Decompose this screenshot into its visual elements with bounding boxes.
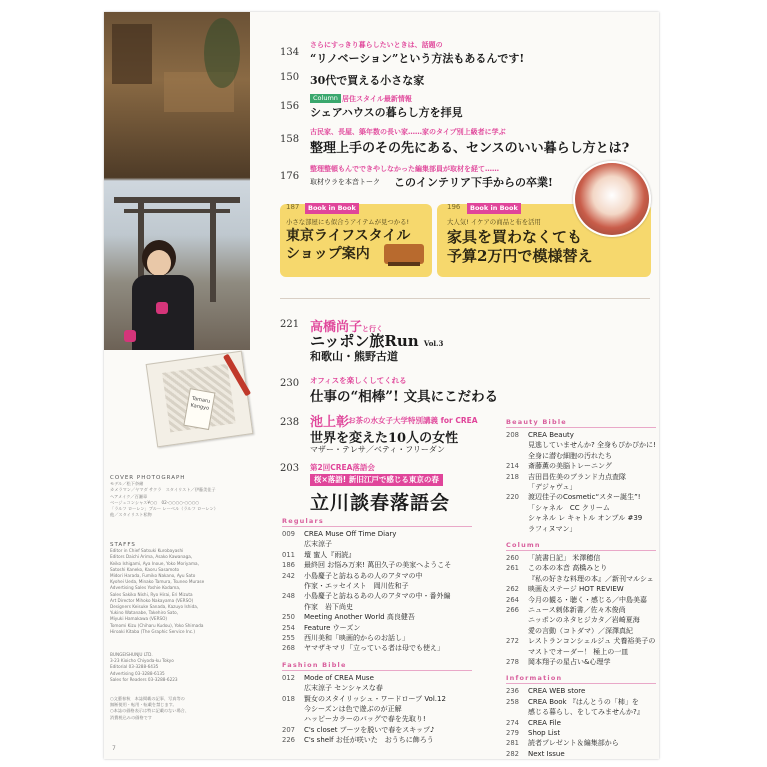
notice-line: ○本誌の価格表示は特に記載のない場合、 [110, 708, 190, 714]
publisher-line: Sales for Readers 03-3288-6223 [110, 676, 178, 682]
toc-num-230: 230 [280, 378, 300, 389]
fashion-item[interactable]: C's shelf お任が咲いた おうちに飾ろう [304, 736, 434, 745]
toc-221-sub: 和歌山・熊野古道 [310, 350, 398, 363]
publisher-info [110, 652, 238, 683]
fashion-num: 207 [282, 725, 295, 734]
regulars-item[interactable]: 西川美和「映画的からのお話し」 [304, 634, 409, 642]
regulars-num: 248 [282, 592, 295, 601]
fashion-item[interactable]: Mode of CREA Muse [304, 673, 374, 682]
regulars-num: 242 [282, 571, 295, 580]
toc-238-name: 池上彰 [310, 415, 350, 430]
gift-tag: Tamaru Kangyo [183, 388, 215, 430]
regulars-item[interactable]: 小島慶子と訪ねるあの人のアタマの中 [304, 571, 423, 580]
room-photo [573, 161, 651, 237]
bib2-kicker: 大人気! イケアの商品と布を活用 [447, 218, 541, 226]
toc-158-title[interactable]: 整理上手のその先にある、センスのいい暮らし方とは? [310, 141, 630, 156]
fashion-item[interactable]: 今シーズンは色で遊ぶのが正解 [304, 705, 402, 713]
cover-credit-line: 「ラルフ ローレン」ブルー レーベル（ラルフ ローレン） [110, 506, 218, 512]
cover-photo [104, 12, 250, 350]
toc-176-pre: 取材ウラを本音トーク [310, 178, 380, 186]
column-num: 260 [506, 554, 519, 562]
bib1-title-1: 東京ライフスタイル [286, 228, 411, 244]
regulars-item[interactable]: CREA Muse Off Time Diary [304, 530, 397, 538]
page-number: 7 [112, 745, 116, 752]
information-label: Information [506, 674, 563, 683]
bib1-tag: Book in Book [305, 203, 359, 214]
information-item[interactable]: CREA File [528, 718, 561, 727]
toc-158-kicker: 古民家、長屋、築年数の長い家……家のタイプ別上級者に学ぶ [310, 128, 506, 136]
beauty-item[interactable]: シャネル レ キャトル オンブル #39 [528, 514, 643, 523]
regulars-num: 250 [282, 613, 295, 622]
gift-box-image [146, 351, 254, 448]
beauty-num: 220 [506, 493, 519, 502]
regulars-num: 268 [282, 644, 295, 653]
publisher-line: BUNGEISHUNJU LTD. [110, 652, 153, 657]
staff-line: Tomomi Kizu (Chiharu Kudou), Yoko Shimada [110, 622, 204, 628]
column-num: 261 [506, 564, 519, 573]
regulars-num: 011 [282, 550, 295, 559]
fashion-num: 226 [282, 736, 295, 745]
publisher-line: Advertising 03-3288-6135 [110, 670, 165, 676]
toc-238-title[interactable]: 世界を変えた10人の女性 [310, 431, 459, 446]
column-label: Column [310, 94, 341, 103]
column-num: 264 [506, 595, 519, 604]
bib2-title-2: 予算2万円で模様替え [447, 247, 593, 265]
staff-line: Satoshi Kaneko, Kaoru Sasamoto [110, 566, 180, 572]
column-item[interactable]: 愛の言動（コトダマ）／深澤真紀 [528, 626, 633, 635]
bib2-title-1: 家具を買わなくても [447, 228, 583, 246]
column-num: 272 [506, 637, 519, 646]
beauty-item[interactable]: CREA Beauty [528, 431, 574, 439]
staffs-title: STAFFS [110, 542, 136, 548]
regulars-item[interactable]: ヤマザキマリ「立っている者は母でも使え」 [304, 644, 444, 653]
information-item[interactable]: 感じる暮らし、をしてみませんか?』 [528, 708, 644, 717]
information-num: 258 [506, 697, 519, 706]
information-item[interactable]: CREA Book 『はんとうの「柿」を [528, 697, 639, 706]
column-num: 266 [506, 606, 519, 614]
toc-230-kicker: オフィスを楽しくしてくれる [310, 376, 407, 385]
column-item[interactable]: この本の本音 高橋みとり [528, 564, 608, 573]
toc-203-kicker: 第2回CREA落語会 [310, 463, 375, 472]
toc-221-title[interactable]: ニッポン旅Run Vol.3 [310, 332, 444, 350]
beauty-label: Beauty Bible [506, 418, 567, 426]
bib1-kicker: 小さな部屋にも似合うアイテムが見つかる! [286, 218, 410, 226]
information-num: 282 [506, 749, 519, 758]
column-item[interactable]: 『私の好きな料理の本』／新刊マルシェ [528, 574, 654, 583]
toc-238-kicker: お茶の水女子大学特別講義 for CREA [348, 416, 478, 425]
toc-156-title[interactable]: シェアハウスの暮らし方を拝見 [310, 106, 463, 119]
magazine-page [104, 12, 659, 759]
information-num: 281 [506, 739, 519, 748]
legal-notice [110, 696, 238, 721]
toc-230-title[interactable]: 仕事の“相棒”! 文具にこだわる [310, 389, 499, 405]
beauty-item[interactable]: 吉田昌佐美のブランド力点査隊 [528, 472, 626, 481]
fashion-item[interactable]: 広末涼子 センシャスな春 [304, 684, 383, 693]
information-num: 274 [506, 718, 519, 727]
beauty-item[interactable]: 全身に潜む細胞の汚れたち [528, 451, 612, 460]
cover-credit-line: ベージュコンシャス¥○○ 02-○○○○-○○○○ [110, 499, 200, 505]
column-item[interactable]: 岡本翔子の星占い&心理学 [528, 658, 611, 666]
toc-num-158: 158 [280, 134, 300, 145]
regulars-item[interactable]: Meeting Another World 高良健吾 [304, 613, 415, 622]
toc-num-150: 150 [280, 72, 300, 83]
beauty-num: 208 [506, 431, 519, 439]
bib2-num: 196 [447, 203, 461, 211]
fashion-num: 018 [282, 694, 295, 703]
toc-156-kicker: 居住スタイル最新情報 [342, 95, 412, 103]
regulars-num: 254 [282, 623, 295, 632]
beauty-item[interactable]: ラフィヌマン」 [528, 524, 577, 533]
information-num: 236 [506, 687, 519, 696]
toc-203-banner: 桜×落語! 新旧江戸で感じる東京の春 [310, 474, 443, 486]
column-num: 262 [506, 585, 519, 594]
regulars-item[interactable]: 小島慶子と訪ねるあの人のアタマの中・番外編 [304, 592, 451, 601]
model-figure [114, 180, 214, 350]
toc-221-name[interactable]: 高橋尚子と行く [310, 320, 384, 335]
information-divider [506, 683, 656, 684]
beauty-num: 218 [506, 472, 519, 481]
regulars-item[interactable]: 壇 蜜人『雨読』 [304, 550, 356, 559]
fashion-item[interactable]: 賢女のスタイリッシュ・ワードローブ Vol.12 [304, 694, 446, 703]
column-item[interactable]: 「読書日記」 米澤穂信 [528, 554, 601, 562]
staff-line: Hiroaki Kitaba (The Graphic Service Inc.) [110, 628, 196, 634]
column-item[interactable]: ニッポンのネタヒジカタ／岩崎夏海 [528, 616, 640, 625]
toc-num-156: 156 [280, 101, 300, 112]
toc-num-238: 238 [280, 417, 300, 428]
beauty-item[interactable]: 見逃していませんか? 全身もぴかぴかに! [528, 441, 656, 450]
sofa-image [384, 244, 424, 264]
staff-line: Advertising Sales Yoshie Kodama, [110, 585, 181, 591]
sofa-legs [388, 262, 420, 266]
cover-credit-line: 他／スタイリスト私物 [110, 512, 152, 518]
fashion-num: 012 [282, 673, 295, 682]
information-item[interactable]: Next Issue [528, 749, 565, 758]
staff-line: Kyohei Ueda, Minako Tamura, Tsuneo Murase [110, 579, 205, 585]
toc-176-kicker: 整理整頓もんでできやしなかった編集部員が取材を経て…… [310, 165, 499, 173]
bib1-title-2: ショップ案内 [286, 246, 370, 262]
fashion-label: Fashion Bible [282, 660, 347, 669]
staff-line: Yukino Watanabe, Takehiro Sato, [110, 610, 179, 616]
staff-line: Midori Harada, Fumiko Nakano, Ayu Sato [110, 573, 196, 579]
staff-line: Designers Keisuke Sanada, Kazuyo Ishida, [110, 604, 199, 610]
regulars-item[interactable]: 広末涼子 [304, 540, 332, 549]
toc-num-221: 221 [280, 319, 300, 330]
toc-203-title[interactable]: 立川談春落語会 [310, 492, 451, 514]
bib2-tag: Book in Book [467, 203, 521, 214]
staff-line: Art Director Mihoko Nakayama (VERSO) [110, 597, 194, 603]
staff-line: Editors Daichi Arima, Asako Kawanaga, [110, 554, 193, 560]
notice-line: ○文藝春秋 本誌掲載の記事、写真等の [110, 696, 185, 701]
staff-lines [110, 548, 238, 635]
column-item[interactable]: ニュース刺体新書／佐々木俊尚 [528, 606, 626, 614]
beauty-num: 214 [506, 462, 519, 471]
notice-line: 消費税込みの価格です [110, 714, 152, 720]
fashion-item[interactable]: ハッピーカラーのバッグで春を先取り! [304, 715, 426, 724]
toc-176-title[interactable]: このインテリア下手からの卒業! [394, 176, 553, 189]
toc-num-176: 176 [280, 171, 300, 182]
beauty-item[interactable]: 斎藤薫の美脳トレーニング [528, 462, 612, 471]
regulars-num: 186 [282, 561, 295, 570]
staff-line: Keiko Ishigami, Aya Inoue, Yoko Moriyama, [110, 560, 199, 566]
publisher-line: 3-23 Kioicho Chiyoda-ku Tokyo [110, 658, 174, 664]
toc-134-kicker: さらにすっきり暮らしたいときは、話題の [310, 41, 443, 49]
shelf-shape [112, 24, 152, 84]
column-item[interactable]: レストランコンシェルジュ 犬養裕美子の [528, 637, 656, 646]
cover-credits [110, 475, 238, 518]
regulars-num: 255 [282, 634, 295, 642]
cover-credit-line: ヘアメイク／百瀬章 [110, 493, 148, 499]
information-item[interactable]: Shop List [528, 729, 561, 737]
beauty-divider [506, 427, 656, 428]
information-item[interactable]: 読者プレゼント＆編集部から [528, 739, 619, 748]
regulars-item[interactable]: 最終回 お悩み万来! 萬田久子の美家へようこそ [304, 561, 452, 570]
regulars-item[interactable]: 作家・エッセイスト 岡川佐和子 [304, 582, 409, 590]
plant-shape [204, 18, 240, 88]
staff-line: Sales Sakiko Nishi, Ryo Hirai, Eri Mizuta [110, 591, 193, 597]
column-divider [506, 550, 656, 551]
fashion-divider [282, 670, 472, 671]
toc-150-title[interactable]: 30代で買える小さな家 [310, 74, 425, 87]
column-item[interactable]: 映画＆ステージ HOT REVIEW [528, 585, 624, 594]
regulars-item[interactable]: Feature ウーズン [304, 623, 361, 632]
cover-credit-line: モデル／松下奈緒 [110, 481, 144, 487]
regulars-divider [282, 526, 472, 527]
column-item[interactable]: 今月の観る・聴く・感じる／中島美嘉 [528, 595, 647, 604]
toc-238-sub: マザー・テレサ／ベティ・フリーダン [310, 445, 445, 454]
column-num: 278 [506, 658, 519, 666]
regulars-num: 009 [282, 530, 295, 538]
beauty-item[interactable]: 「デジャヴュ」 [528, 483, 577, 491]
beauty-item[interactable]: 「シャネル CC クリーム [528, 503, 610, 512]
information-item[interactable]: CREA WEB store [528, 687, 586, 696]
information-num: 279 [506, 729, 519, 737]
staff-credits [110, 542, 238, 635]
beauty-item[interactable]: 渡辺佳子のCosmetic“スター誕生”! [528, 493, 641, 502]
cover-credit-lines [110, 481, 238, 518]
bib1-num: 187 [286, 203, 300, 211]
toc-num-134: 134 [280, 47, 300, 58]
regulars-item[interactable]: 作家 岩下尚史 [304, 602, 353, 611]
toc-134-title[interactable]: “リノベーション”という方法もあるんです! [310, 52, 525, 65]
column-item[interactable]: マストでオーダー！ 極上の一皿 [528, 647, 629, 656]
fashion-item[interactable]: C's closet ブーツを脱いで春をスキップ♪ [304, 725, 435, 734]
staff-line: Miyuki Hamakawa (VERSO) [110, 616, 168, 622]
regulars-label: Regulars [282, 517, 324, 525]
cover-photograph-title: COVER PHOTOGRAPH [110, 475, 186, 481]
notice-line: 無断使用・転用・転載を禁じます。 [110, 702, 177, 708]
staff-line: Editor in Chief Satsuki Kurobayashi [110, 548, 184, 554]
book-in-book-1[interactable] [280, 204, 432, 277]
publisher-line: Editorial 03-3288-6435 [110, 664, 159, 670]
toc-num-203: 203 [280, 463, 300, 474]
section-rule [280, 298, 650, 299]
cover-credit-line: カメラマン／ヤマダ サクラ スタイリスト／伊藤美佳子 [110, 487, 216, 493]
column-label: Column [506, 541, 541, 549]
